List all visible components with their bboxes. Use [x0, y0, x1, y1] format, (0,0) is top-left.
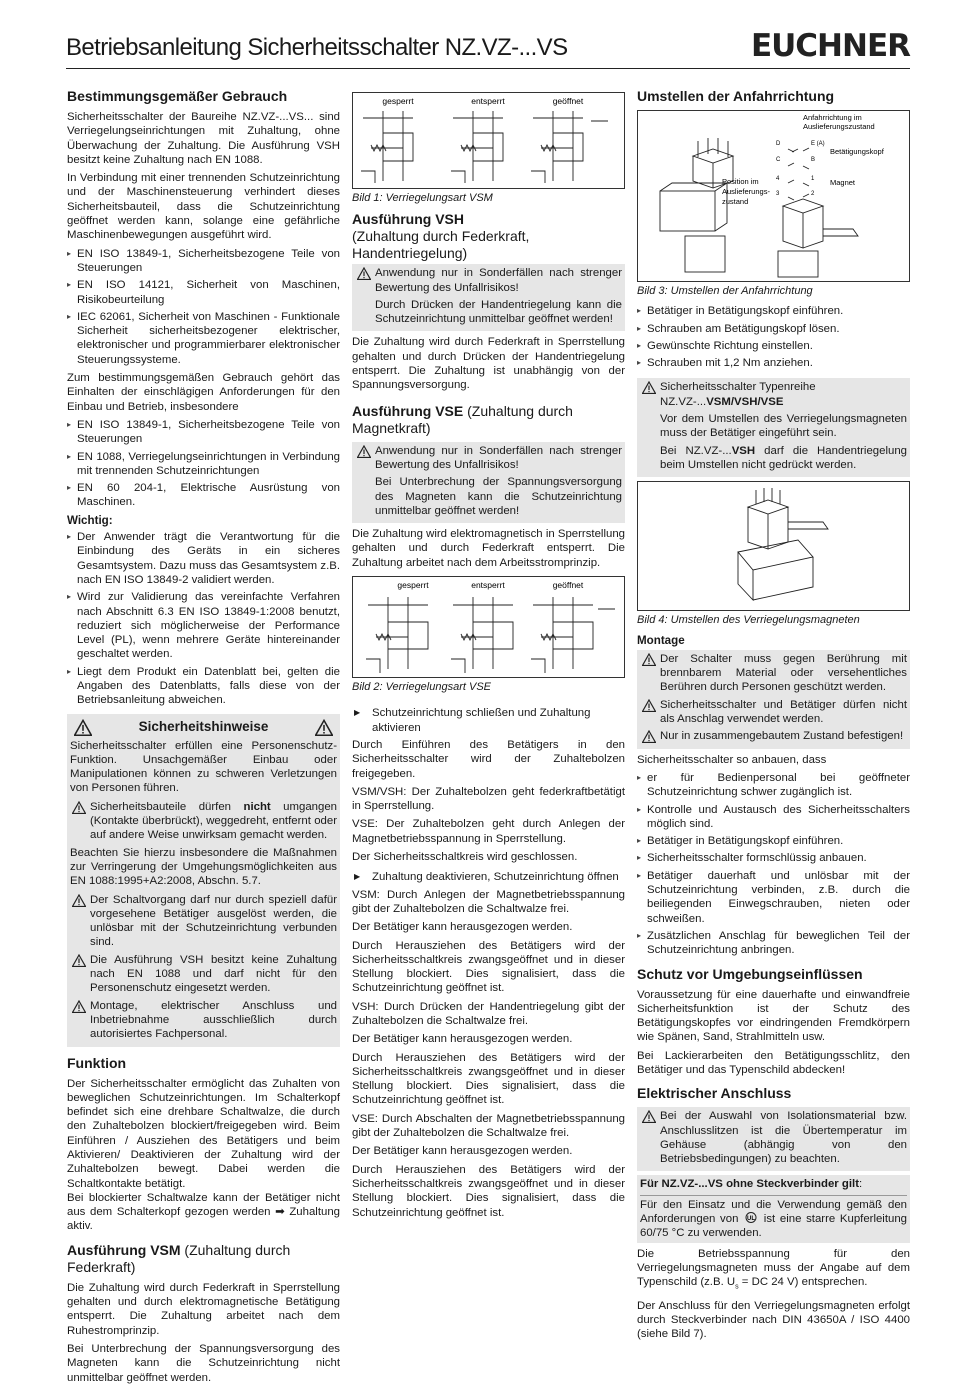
heading-intended-use: Bestimmungsgemäßer Gebrauch	[67, 88, 288, 104]
list-item: ▸ Sicherheitsschalter formschlüssig anbauen.	[637, 851, 910, 865]
svg-text:2: 2	[811, 191, 815, 197]
heading-approach-direction: Umstellen der Anfahrrichtung	[637, 88, 835, 104]
document-title: Betriebsanleitung Sicherheitsschalter NZ.VZ-...VS	[66, 34, 568, 61]
warning-icon	[72, 894, 86, 907]
svg-text:B: B	[811, 157, 816, 163]
paragraph: Die Betriebsspannung für den Verriegelungsmagneten muss der Angabe auf dem Typenschild (z.B. $U_s$ = DC 24 V) entsprechen.	[637, 1247, 910, 1291]
list-item: ▸ Liegt dem Produkt ein Datenblatt bei, gelten die Angaben des Datenblatts, falls diese von der Betriebsanleitung abweichen.	[67, 665, 340, 708]
mounting-warnings-box	[637, 650, 910, 749]
figure-approach-direction	[637, 110, 910, 282]
heading-vse: Ausführung VSE (Zuhaltung durch Magnetkraft)	[352, 402, 573, 436]
warning-note: Montage, elektrischer Anschluss und Inbetriebnahme ausschließlich durch autorisiertes Fachpersonal.	[70, 999, 337, 1042]
paragraph: Bei Unterbrechung der Spannungsversorgung des Magneten kann die Schutzeinrichtung nicht unmittelbar geöffnet werden.	[67, 1342, 340, 1384]
fig3-label: zustand	[722, 197, 749, 206]
paragraph: Voraussetzung für eine dauerhafte und einwandfreie Sicherheitsfunktion ist der Schutz des Betätigungskopfes vor eindringenden Fremdkörpern wie Spänen, Sand, Strahlmitteln usw.	[637, 988, 910, 1044]
svg-text:4: 4	[776, 176, 780, 182]
paragraph: Die Zuhaltung wird durch Federkraft in Sperrstellung gehalten und durch elektromagnetische Betätigung entsperrt. Die Zuhaltung arbeitet nach dem Ruhestromprinzip.	[67, 1281, 340, 1337]
safety-notes-heading	[70, 717, 337, 739]
standards-list	[67, 247, 340, 367]
warning-note: Nur in zusammengebautem Zustand befestigen!	[640, 729, 907, 743]
paragraph: VSE: Durch Abschalten der Magnetbetriebsspannung gibt der Zuhaltebolzen die Schaltwalze frei.	[352, 1112, 625, 1140]
paragraph: Der Sicherheitsschaltkreis wird geschlossen.	[352, 851, 578, 864]
list-item: ▸ EN ISO 14121, Sicherheit von Maschinen, Risikobeurteilung	[67, 278, 340, 307]
switch-drawing	[660, 138, 858, 277]
list-item: ▸ Kontrolle und Austausch des Sicherheitsschalters möglich sind.	[637, 803, 910, 832]
fig2-label-unlocked: entsperrt	[471, 580, 505, 591]
warning-icon	[72, 801, 86, 814]
paragraph: Sicherheitsschalter der Baureihe NZ.VZ-...VS... sind Verriegelungseinrichtungen mit Zuhaltung, ohne Überwachung der Zuhaltung. Die Ausführung VSH besitzt keine Zuhaltung nach EN 1088.	[67, 111, 340, 166]
fig1-label-locked: gesperrt	[382, 96, 414, 106]
warning-note: Der Schaltvorgang darf nur durch speziell dafür vorgesehene Betätiger ausgelöst werden, die unlösbar mit der Schutzeinrichtung verbunden sind.	[70, 893, 337, 950]
ul-requirements-box: Für NZ.VZ-...VS ohne Steckverbinder gilt: Für den Einsatz und die Verwendung gemäß den Anforderungen von UL ist eine starre Kupferleitung 60/75 °C zu verwenden.	[637, 1175, 910, 1242]
magnet-change-note	[637, 378, 910, 477]
fig3-label: Auslieferungs-	[722, 187, 770, 196]
page-header	[66, 28, 910, 69]
figure-caption: Bild 3: Umstellen der Anfahrrichtung	[637, 285, 813, 297]
heading-electrical: Elektrischer Anschluss	[637, 1085, 792, 1102]
warning-icon	[357, 445, 371, 458]
figure-caption: Bild 4: Umstellen des Verriegelungsmagneten	[637, 614, 860, 627]
fig2-label-locked: gesperrt	[397, 580, 429, 591]
vse-warning-box	[352, 442, 625, 523]
paragraph: Der Betätiger kann herausgezogen werden.	[352, 921, 573, 934]
list-item: ▸ Schrauben am Betätigungskopf lösen.	[637, 322, 910, 336]
list-item: ▸ Zusätzlichen Anschlag für beweglichen Teil der Schutzeinrichtung anbringen.	[637, 929, 910, 958]
fig3-label: Position im	[722, 177, 759, 186]
heading-vsm: Ausführung VSM (Zuhaltung durch Federkraft)	[67, 1241, 291, 1275]
warning-icon	[315, 719, 333, 736]
column-left	[67, 84, 340, 1389]
paragraph: Durch Einführen des Betätigers in den Sicherheitsschalter wird der Zuhaltebolzen freigegeben.	[352, 738, 625, 780]
warning-note: Anwendung nur in Sonderfällen nach strenger Bewertung des Unfallrisikos! Durch Drücken der Handentriegelung kann die Schutzeinrichtung unmittelbar geöffnet werden!	[355, 266, 622, 326]
warning-icon	[642, 381, 656, 394]
figure-caption: Bild 2: Verriegelungsart VSE	[352, 681, 491, 694]
paragraph: Bei Lackierarbeiten den Betätigungsschlitz, den Betätiger und das Typenschild abdecken!	[637, 1049, 910, 1076]
svg-text:D: D	[776, 141, 781, 147]
paragraph: VSE: Der Zuhaltebolzen geht durch Anlegen der Magnetbetriebsspannung in Sperrstellung.	[352, 818, 625, 845]
figure-magnet-change	[637, 481, 910, 611]
important-list	[67, 530, 340, 708]
warning-icon	[642, 699, 656, 712]
warning-icon	[74, 719, 92, 736]
heading-environment: Schutz vor Umgebungseinflüssen	[637, 965, 863, 982]
paragraph: Durch Herausziehen des Betätigers wird der Sicherheitsschaltkreis zwangsgeöffnet und in dieser Stellung blockiert. Dies signalisiert, dass die Schutzeinrichtung geöffnet ist.	[352, 1051, 625, 1107]
svg-text:1: 1	[811, 176, 815, 182]
warning-note: Sicherheitsschalter Typenreihe NZ.VZ-...VSM/VSH/VSE Vor dem Umstellen des Verriegelungsmagneten muss der Betätiger eingeführt sein. Bei NZ.VZ-...VSH darf die Handentriegelung beim Umstellen nicht gedrückt werden.	[640, 380, 907, 472]
paragraph: Die Zuhaltung wird elektromagnetisch in Sperrstellung gehalten und durch Federkraft entsperrt. Die Zuhaltung arbeitet nach dem Arbeitsstromprinzip.	[352, 528, 625, 569]
direction-steps-list	[637, 304, 910, 370]
warning-note: Sicherheitsschalter und Betätiger dürfen nicht als Anschlag verwendet werden.	[640, 698, 907, 727]
warning-note: Die Ausführung VSH besitzt keine Zuhaltung nach EN 1088 und darf nicht für den Personenschutz eingesetzt werden.	[70, 953, 337, 996]
paragraph: Durch Herausziehen des Betätigers wird der Sicherheitsschaltkreis zwangsgeöffnet und in dieser Stellung blockiert. Dies signalisiert, dass die Schutzeinrichtung geöffnet ist.	[352, 939, 625, 995]
brand-logo: EUCHNER	[750, 28, 910, 64]
action-step: ▶ Schutzeinrichtung schließen und Zuhaltung aktivieren	[352, 706, 625, 735]
warning-icon	[357, 267, 371, 280]
svg-text:UL: UL	[747, 1216, 756, 1223]
heading-function: Funktion	[67, 1054, 127, 1071]
warning-icon	[72, 1000, 86, 1013]
list-item: ▸ Betätiger in Betätigungskopf einführen.	[637, 304, 910, 318]
column-right	[637, 84, 910, 1346]
paragraph: Beachten Sie hierzu insbesondere die Maßnahmen zur Verringerung der Umgehungsmöglichkeiten aus EN 1088:1995+A2:2008, Abschn. 5.7.	[70, 846, 337, 888]
figure-vsm	[352, 92, 625, 189]
list-item: ▸ EN ISO 13849-1, Sicherheitsbezogene Teile von Steuerungen	[67, 418, 340, 447]
figure-vse	[352, 576, 625, 678]
warning-icon	[642, 730, 656, 743]
list-item: ▸ Der Anwender trägt die Verantwortung für die Einbindung des Geräts in ein sicheres Gesamtsystem. Dazu muss das Gesamtsystem z.B. nach EN ISO 13849-2 validiert werden.	[67, 530, 340, 587]
important-label: Wichtig:	[67, 513, 113, 527]
paragraph: Zum bestimmungsgemäßen Gebrauch gehört das Einhalten der einschlägigen Anforderungen für den Einbau und Betrieb, insbesondere	[67, 372, 340, 413]
fig3-label: Auslieferungszustand	[803, 122, 875, 131]
warning-icon	[72, 954, 86, 967]
paragraph: Der Betätiger kann herausgezogen werden.	[352, 1145, 573, 1158]
column-middle	[352, 92, 625, 1224]
mechanism-drawing	[361, 111, 608, 183]
svg-text:C: C	[776, 157, 781, 163]
fig3-label: Anfahrrichtung im	[803, 113, 862, 122]
mounting-list	[637, 771, 910, 958]
fig3-label: Betätigungskopf	[830, 147, 884, 156]
paragraph: In Verbindung mit einer trennenden Schutzeinrichtung und der Maschinensteuerung verhindert dieses Sicherheitsbauteil, dass die Schutzeinrichtung geöffnet werden kann, solange eine gefährliche Maschinenbewegungen ausgeführt wird.	[67, 172, 340, 242]
paragraph: Der Sicherheitsschalter ermöglicht das Zuhalten von beweglichen Schutzeinrichtungen. Im Schalterkopf befindet sich eine drehbare Schaltwalze, die durch den Zuhaltebolzen blockiert/freigegeben wird. Beim Einführen / Ausziehen des Betätigers und beim Aktivieren/ Deaktivieren der Zuhaltung wird der Zuhaltebolzen bewegt. Dabei werden die Schaltkontakte betätigt.	[67, 1077, 340, 1190]
paragraph: VSM: Durch Anlegen der Magnetbetriebsspannung gibt der Zuhaltebolzen die Schaltwalze frei.	[352, 888, 625, 915]
svg-text:E (A): E (A)	[811, 141, 825, 147]
fig2-label-open: geöffnet	[552, 580, 584, 591]
list-item: ▸ EN 60 204-1, Elektrische Ausrüstung von Maschinen.	[67, 481, 340, 510]
list-item: ▸ er für Bedienpersonal bei geöffneter Schutzeinrichtung schwer zugänglich ist.	[637, 771, 910, 800]
warning-note: Sicherheitsbauteile dürfen nicht umgangen (Kontakte überbrückt), weggedreht, entfernt oder auf andere Weise unwirksam gemacht werden.	[70, 800, 337, 843]
list-item: ▸ Gewünschte Richtung einstellen.	[637, 339, 910, 353]
list-item: ▸ Betätiger in Betätigungskopf einführen.	[637, 834, 910, 848]
paragraph: Der Anschluss für den Verriegelungsmagneten erfolgt durch Steckverbinder nach DIN 43650A / ISO 4400 (siehe Bild 7).	[637, 1299, 910, 1341]
safety-notes-title: Sicherheitshinweise	[138, 718, 269, 734]
requirements-list	[67, 418, 340, 510]
warning-note: Bei der Auswahl von Isolationsmaterial bzw. Anschlusslitzen ist die Übertemperatur im Gehäuse (abhängig von den Betriebsbedingungen) zu beachten.	[640, 1109, 907, 1166]
warning-icon	[642, 1110, 656, 1123]
warning-note: Anwendung nur in Sonderfällen nach strenger Bewertung des Unfallrisikos! Bei Unterbrechung der Spannungsversorgung des Magneten kann die Schutzeinrichtung unmittelbar geöffnet werden!	[355, 444, 622, 518]
list-item: ▸ EN 1088, Verriegelungseinrichtungen in Verbindung mit trennenden Schutzeinrichtungen	[67, 450, 340, 479]
list-item: ▸ EN ISO 13849-1, Sicherheitsbezogene Teile von Steuerungen	[67, 247, 340, 276]
svg-text:3: 3	[776, 191, 780, 197]
fig1-label-open: geöffnet	[552, 96, 584, 106]
paragraph: Sicherheitsschalter erfüllen eine Personenschutz-Funktion. Unsachgemäßer Einbau oder Manipulationen können zu schweren Verletzungen von Personen führen.	[70, 739, 337, 795]
paragraph: VSH: Durch Drücken der Handentriegelung gibt der Zuhaltebolzen die Schaltwalze frei.	[352, 1000, 625, 1027]
heading-vsh: Ausführung VSH (Zuhaltung durch Federkraft, Handentriegelung)	[352, 211, 530, 262]
list-item: ▸ Schrauben mit 1,2 Nm anziehen.	[637, 356, 910, 370]
warning-note: Der Schalter muss gegen Berührung mit brennbarem Material oder versehentliches Berühren durch Personen geschützt werden.	[640, 652, 907, 695]
paragraph: Der Betätiger kann herausgezogen werden.	[352, 1033, 573, 1046]
paragraph: Durch Herausziehen des Betätigers wird der Sicherheitsschaltkreis zwangsgeöffnet und in dieser Stellung blockiert. Dies signalisiert, dass die Schutzeinrichtung geöffnet ist.	[352, 1163, 625, 1219]
switch-drawing	[738, 488, 828, 600]
figure-caption: Bild 1: Verriegelungsart VSM	[352, 192, 493, 204]
paragraph: Die Zuhaltung wird durch Federkraft in Sperrstellung gehalten und durch Drücken der Handentriegelung entsperrt. Die Zuhaltung ist unabhängig von der Spannungsversorgung.	[352, 336, 625, 392]
vsh-warning-box	[352, 264, 625, 331]
mechanism-drawing	[366, 597, 615, 673]
safety-notes-box	[67, 714, 340, 1047]
electrical-warning-box	[637, 1107, 910, 1171]
action-step: ▶ Zuhaltung deaktivieren, Schutzeinrichtung öffnen	[352, 870, 625, 884]
cul-certification-mark-icon	[743, 1212, 759, 1223]
heading-mounting: Montage	[637, 633, 685, 647]
list-item: ▸ Betätiger dauerhaft und unlösbar mit der Schutzeinrichtung verbinden, z.B. durch die beiliegenden Einwegschrauben, nieten oder schweißen.	[637, 869, 910, 926]
paragraph: Sicherheitsschalter so anbauen, dass	[637, 753, 827, 766]
list-item: ▸ IEC 62061, Sicherheit von Maschinen - Funktionale Sicherheit sicherheitsbezogener elektrischer, elektronischer und programmierbarer elektronischer Steuerungssysteme.	[67, 310, 340, 367]
fig3-label: Magnet	[830, 178, 856, 187]
paragraph: Bei blockierter Schaltwalze kann der Betätiger nicht aus dem Schalterkopf gezogen werden ➡ Zuhaltung aktiv.	[67, 1191, 340, 1233]
list-item: ▸ Wird zur Validierung das vereinfachte Verfahren nach Abschnitt 6.3 EN ISO 13849-1:2008 benutzt, reduziert sich möglicherweise der Performance Level (PL), wenn mehrere Geräte hintereinander geschaltet werden.	[67, 590, 340, 661]
paragraph: VSM/VSH: Der Zuhaltebolzen geht federkraftbetätigt in Sperrstellung.	[352, 785, 625, 813]
fig1-label-unlocked: entsperrt	[471, 96, 505, 106]
warning-icon	[642, 653, 656, 666]
